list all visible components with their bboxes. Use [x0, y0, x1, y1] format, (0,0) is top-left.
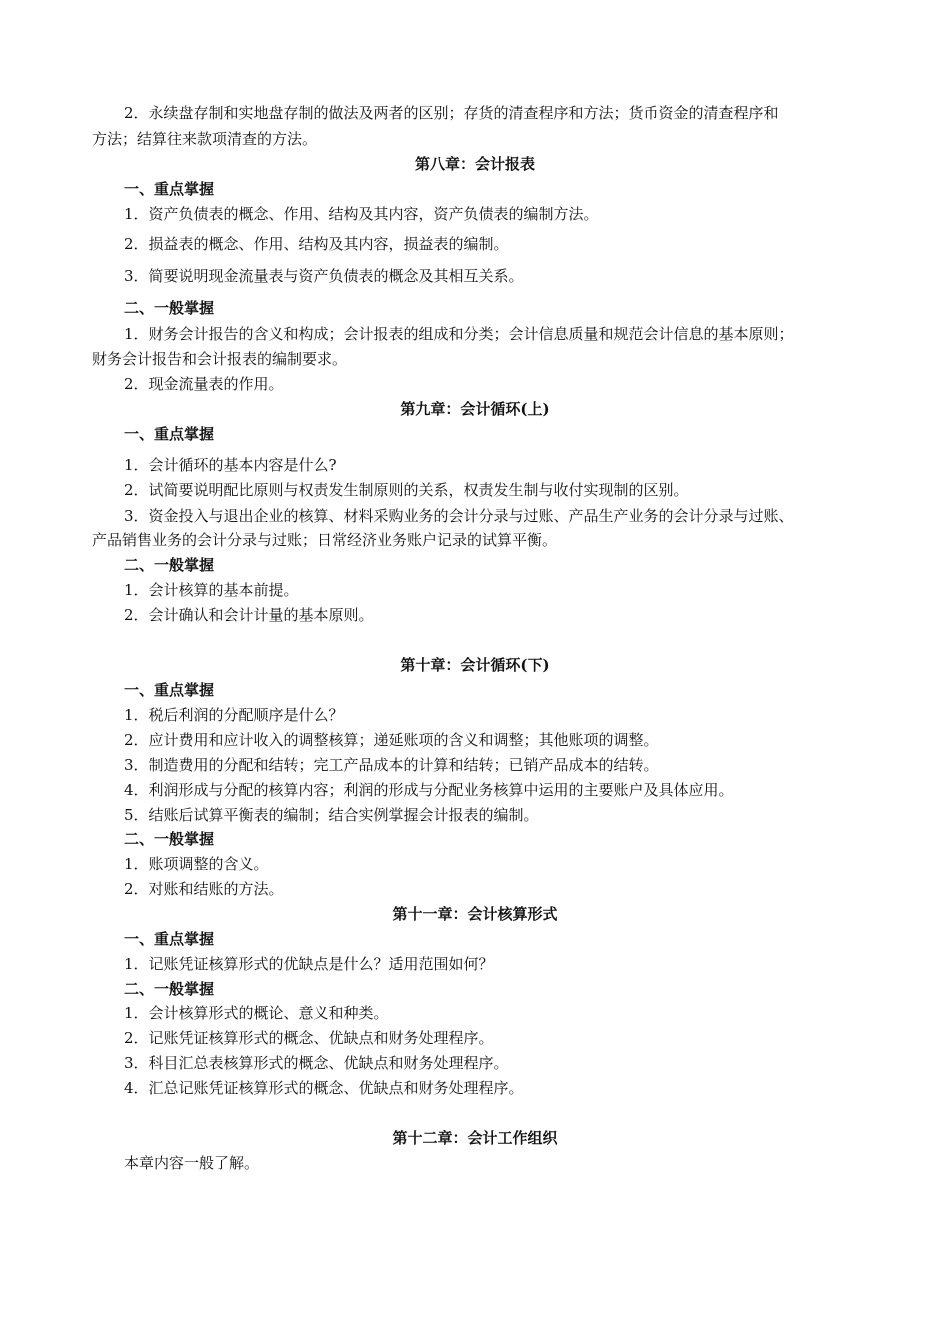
chapter-12-title: 第十二章：会计工作组织 [392, 1129, 558, 1147]
list-item: 2．对账和结账的方法。 [124, 880, 284, 898]
list-item: 2．现金流量表的作用。 [124, 375, 284, 393]
section-heading-general: 二、一般掌握 [124, 299, 215, 317]
chapter-8-title: 第八章：会计报表 [414, 155, 535, 173]
list-item: 2．会计确认和会计计量的基本原则。 [124, 606, 374, 624]
list-item-continuation: 产品销售业务的会计分录与过账；日常经济业务账户记录的试算平衡。 [92, 531, 558, 549]
list-item: 1．账项调整的含义。 [124, 855, 269, 873]
list-item: 1．会计核算的基本前提。 [124, 581, 299, 599]
list-item: 3．简要说明现金流量表与资产负债表的概念及其相互关系。 [124, 267, 524, 285]
list-item: 1．记账凭证核算形式的优缺点是什么？适用范围如何？ [124, 955, 494, 973]
list-item: 1．税后利润的分配顺序是什么？ [124, 706, 344, 724]
list-item: 1．财务会计报告的含义和构成；会计报表的组成和分类；会计信息质量和规范会计信息的基本原则； [124, 325, 794, 343]
section-heading-key: 一、重点掌握 [124, 425, 215, 443]
list-item: 4．利润形成与分配的核算内容；利润的形成与分配业务核算中运用的主要账户及具体应用。 [124, 781, 734, 799]
list-item: 2．试简要说明配比原则与权责发生制原则的关系，权责发生制与收付实现制的区别。 [124, 481, 689, 499]
paragraph-line: 本章内容一般了解。 [124, 1154, 260, 1172]
list-item: 5．结账后试算平衡表的编制；结合实例掌握会计报表的编制。 [124, 806, 539, 824]
list-item: 4．汇总记账凭证核算形式的概念、优缺点和财务处理程序。 [124, 1079, 524, 1097]
section-heading-general: 二、一般掌握 [124, 830, 215, 848]
list-item: 2．应计费用和应计收入的调整核算；递延账项的含义和调整；其他账项的调整。 [124, 731, 659, 749]
list-item: 3．制造费用的分配和结转；完工产品成本的计算和结转；已销产品成本的结转。 [124, 756, 659, 774]
chapter-9-title: 第九章：会计循环(上) [400, 400, 550, 418]
list-item: 1．会计循环的基本内容是什么? [124, 456, 337, 474]
paragraph-line: 2．永续盘存制和实地盘存制的做法及两者的区别；存货的清查程序和方法；货币资金的清查程序和 [124, 104, 779, 122]
list-item: 3．资金投入与退出企业的核算、材料采购业务的会计分录与过账、产品生产业务的会计分录与过账、 [124, 507, 794, 525]
list-item: 1．会计核算形式的概论、意义和种类。 [124, 1004, 389, 1022]
section-heading-key: 一、重点掌握 [124, 180, 215, 198]
list-item: 2．记账凭证核算形式的概念、优缺点和财务处理程序。 [124, 1029, 494, 1047]
list-item: 2．损益表的概念、作用、结构及其内容，损益表的编制。 [124, 235, 509, 253]
chapter-10-title: 第十章：会计循环(下) [400, 656, 550, 674]
section-heading-general: 二、一般掌握 [124, 556, 215, 574]
paragraph-line: 方法；结算往来款项清查的方法。 [92, 130, 318, 148]
list-item: 3．科目汇总表核算形式的概念、优缺点和财务处理程序。 [124, 1054, 509, 1072]
chapter-11-title: 第十一章：会计核算形式 [392, 905, 558, 923]
section-heading-general: 二、一般掌握 [124, 980, 215, 998]
list-item-continuation: 财务会计报告和会计报表的编制要求。 [92, 350, 348, 368]
section-heading-key: 一、重点掌握 [124, 681, 215, 699]
section-heading-key: 一、重点掌握 [124, 930, 215, 948]
list-item: 1．资产负债表的概念、作用、结构及其内容，资产负债表的编制方法。 [124, 205, 599, 223]
